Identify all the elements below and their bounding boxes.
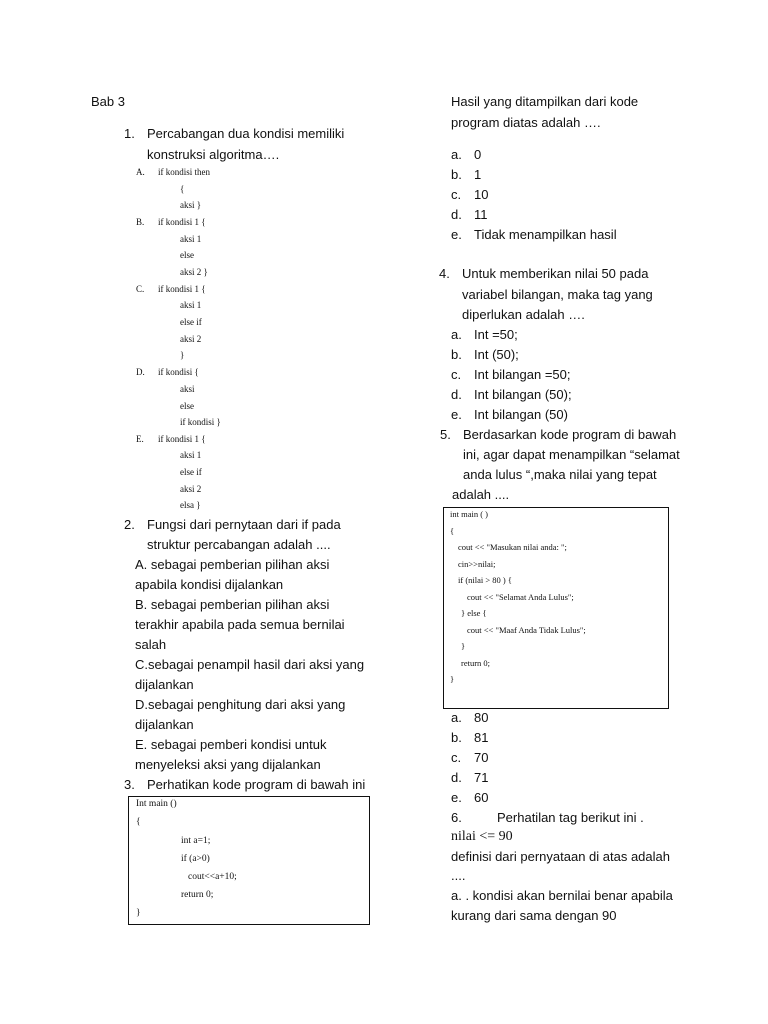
q5-option-text: 71 [474, 770, 489, 785]
q3-code-line: int a=1; [181, 836, 211, 846]
q1-option-c-line: } [180, 350, 185, 360]
q3-code-line: } [136, 908, 141, 918]
q4-number: 4. [439, 266, 450, 281]
q5-text-line1: Berdasarkan kode program di bawah [463, 427, 677, 442]
q2-number: 2. [124, 517, 135, 532]
q4-option-letter: c. [451, 367, 462, 382]
q5-code-line: } [461, 641, 466, 651]
q3-code-line: Int main () [136, 799, 177, 809]
q1-option-b-letter: B. [136, 217, 145, 227]
q3-option-letter: b. [451, 167, 462, 182]
q5-code-line: { [450, 526, 455, 536]
q4-text-line2: variabel bilangan, maka tag yang [462, 287, 653, 302]
q3-result-line2: program diatas adalah …. [451, 115, 601, 130]
q1-option-e-line: else if [180, 467, 202, 477]
q6-number: 6. [451, 810, 462, 825]
q5-option-letter: c. [451, 750, 462, 765]
q3-option-text: 1 [474, 167, 482, 182]
q3-option-letter: e. [451, 227, 462, 242]
q4-text-line1: Untuk memberikan nilai 50 pada [462, 266, 649, 281]
q3-option-text: 0 [474, 147, 482, 162]
q5-code-line: cin>>nilai; [458, 559, 496, 569]
q5-option-text: 70 [474, 750, 489, 765]
q5-code-line: } [450, 674, 455, 684]
q1-option-e-letter: E. [136, 434, 144, 444]
q3-option-text: 11 [474, 207, 488, 222]
q3-option-letter: d. [451, 207, 462, 222]
q2-option-line: C.sebagai penampil hasil dari aksi yang [135, 657, 365, 672]
q5-code-line: } else { [461, 608, 487, 618]
q1-option-d-line: aksi [180, 384, 195, 394]
q1-option-b-line: if kondisi 1 { [158, 217, 206, 227]
q1-text-line2: konstruksi algoritma…. [147, 147, 280, 162]
q3-code-line: if (a>0) [181, 854, 210, 864]
q1-option-a-line: { [180, 184, 185, 194]
q1-option-e-line: aksi 2 [180, 484, 202, 494]
q1-option-e-line: if kondisi 1 { [158, 434, 206, 444]
q3-code-line: cout<<a+10; [188, 872, 237, 882]
q5-option-text: 60 [474, 790, 489, 805]
q1-option-a-letter: A. [136, 167, 145, 177]
q3-result-line1: Hasil yang ditampilkan dari kode [451, 94, 639, 109]
q2-option-line: terakhir apabila pada semua bernilai [135, 617, 345, 632]
q1-option-b-line: aksi 2 } [180, 267, 208, 277]
q1-option-b-line: aksi 1 [180, 234, 202, 244]
q5-code-line: cout << "Selamat Anda Lulus"; [467, 592, 574, 602]
q2-option-line: apabila kondisi dijalankan [135, 577, 284, 592]
q4-option-text: Int =50; [474, 327, 518, 342]
q1-option-e-line: aksi 1 [180, 450, 202, 460]
q1-option-c-line: else if [180, 317, 202, 327]
q2-option-line: D.sebagai penghitung dari aksi yang [135, 697, 346, 712]
q1-option-c-line: if kondisi 1 { [158, 284, 206, 294]
q1-option-d-line: else [180, 401, 194, 411]
q4-option-text: Int bilangan (50) [474, 407, 568, 422]
q3-option-letter: c. [451, 187, 462, 202]
q1-option-e-line: elsa } [180, 500, 201, 510]
q2-option-line: menyeleksi aksi yang dijalankan [135, 757, 321, 772]
q1-option-a-line: aksi } [180, 200, 202, 210]
chapter-heading: Bab 3 [91, 94, 125, 109]
q5-code-line: if (nilai > 80 ) { [458, 575, 512, 585]
q5-code-line: cout << "Masukan nilai anda: "; [458, 542, 567, 552]
q6-text-line1: definisi dari pernyataan di atas adalah [451, 849, 670, 864]
q5-option-letter: e. [451, 790, 462, 805]
q5-code-line: return 0; [461, 658, 491, 668]
q2-text-line1: Fungsi dari pernytaan dari if pada [147, 517, 341, 532]
q1-option-b-line: else [180, 250, 194, 260]
q5-option-letter: b. [451, 730, 462, 745]
q3-text: Perhatikan kode program di bawah ini [147, 777, 366, 792]
q5-option-text: 81 [474, 730, 489, 745]
q5-text-line3: anda lulus “,maka nilai yang tepat [463, 467, 657, 482]
q3-code-box [128, 796, 370, 925]
q5-option-text: 80 [474, 710, 489, 725]
q4-option-text: Int bilangan (50); [474, 387, 572, 402]
q3-number: 3. [124, 777, 135, 792]
q6-text-line2: .... [451, 868, 466, 883]
q4-option-letter: d. [451, 387, 462, 402]
q1-option-c-letter: C. [136, 284, 145, 294]
q6-code: nilai <= 90 [451, 829, 513, 844]
q1-option-d-line: if kondisi } [180, 417, 221, 427]
q5-code-line: int main ( ) [450, 509, 489, 519]
q5-text-line4: adalah .... [452, 487, 510, 502]
q1-option-c-line: aksi 2 [180, 334, 202, 344]
q1-text-line1: Percabangan dua kondisi memiliki [147, 126, 345, 141]
q5-option-letter: a. [451, 710, 462, 725]
q1-option-c-line: aksi 1 [180, 300, 202, 310]
q4-option-letter: e. [451, 407, 462, 422]
q4-option-text: Int (50); [474, 347, 519, 362]
q4-option-letter: b. [451, 347, 462, 362]
q2-option-line: dijalankan [135, 717, 194, 732]
q4-option-letter: a. [451, 327, 462, 342]
q1-number: 1. [124, 126, 135, 141]
q1-option-d-line: if kondisi { [158, 367, 199, 377]
q1-option-d-letter: D. [136, 367, 145, 377]
q2-text-line2: struktur percabangan adalah .... [147, 537, 331, 552]
q1-option-a-line: if kondisi then [158, 167, 210, 177]
q2-option-line: B. sebagai pemberian pilihan aksi [135, 597, 330, 612]
q4-option-text: Int bilangan =50; [474, 367, 571, 382]
q2-option-line: dijalankan [135, 677, 194, 692]
q5-code-line: cout << "Maaf Anda Tidak Lulus"; [467, 625, 586, 635]
q3-code-line: return 0; [181, 890, 214, 900]
q2-option-line: salah [135, 637, 167, 652]
q5-option-letter: d. [451, 770, 462, 785]
q3-option-text: Tidak menampilkan hasil [474, 227, 617, 242]
q2-option-line: E. sebagai pemberi kondisi untuk [135, 737, 327, 752]
q2-option-line: A. sebagai pemberian pilihan aksi [135, 557, 330, 572]
q5-number: 5. [440, 427, 451, 442]
q5-text-line2: ini, agar dapat menampilkan “selamat [463, 447, 680, 462]
q3-option-text: 10 [474, 187, 489, 202]
q4-text-line3: diperlukan adalah …. [462, 307, 585, 322]
q3-option-letter: a. [451, 147, 462, 162]
q3-code-line: { [136, 817, 141, 827]
q6-answer-a-line1: a. . kondisi akan bernilai benar apabila [451, 888, 673, 903]
q6-text: Perhatilan tag berikut ini . [497, 810, 644, 825]
q6-answer-a-line2: kurang dari sama dengan 90 [451, 908, 617, 923]
